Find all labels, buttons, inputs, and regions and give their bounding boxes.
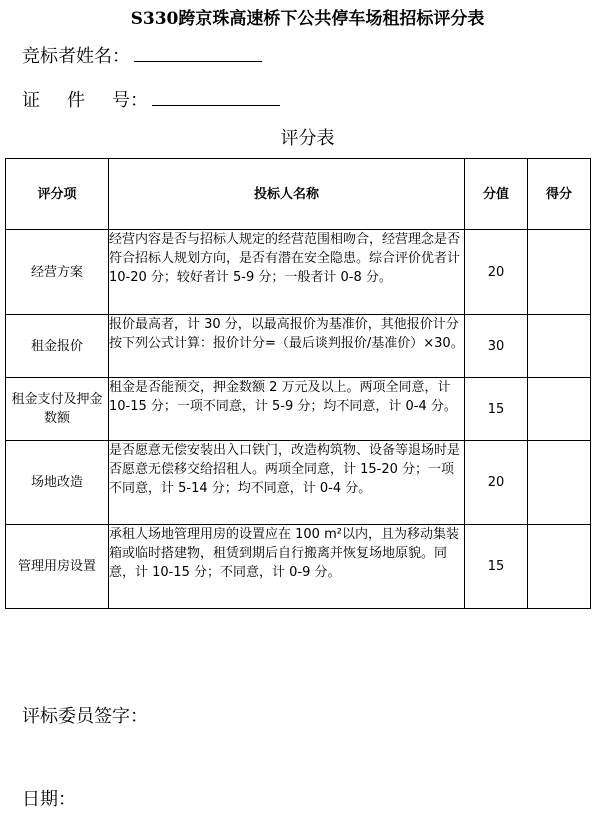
document-title: S330跨京珠高速桥下公共停车场租招标评分表 [130, 9, 485, 29]
row-max-score: 30 [465, 315, 528, 378]
row-item: 租金报价 [6, 315, 109, 378]
date-label-left: 日 [22, 789, 40, 810]
row-item: 经营方案 [6, 230, 109, 315]
table-row [6, 378, 591, 441]
header-row [6, 159, 591, 230]
row-score-cell[interactable] [528, 230, 591, 315]
date-label-right: 期： [40, 789, 76, 810]
header-item: 评分项 [6, 159, 109, 230]
row-score-cell[interactable] [528, 525, 591, 609]
row-desc: 经营内容是否与招标人规定的经营范围相吻合，经营理念是否符合招标人规划方向，是否有潜在安全隐患。综合评价优者计 10-20 分；较好者计 5-9 分；一般者计 0-8 分。 [109, 230, 465, 315]
table-row [6, 525, 591, 609]
row-max-score: 15 [465, 525, 528, 609]
score-table [5, 158, 591, 609]
id-label-left: 证 [22, 90, 40, 111]
bidder-name-field [22, 42, 262, 68]
evaluator-signature-label: 评标委员签字： [22, 706, 148, 727]
id-label-mid: 件 [67, 90, 85, 111]
row-item: 租金支付及押金数额 [6, 378, 109, 441]
bidder-name-label: 竞标者姓名： [22, 46, 130, 67]
row-max-score: 20 [465, 441, 528, 525]
row-desc: 是否愿意无偿安装出入口铁门，改造构筑物、设备等退场时是否愿意无偿移交给招租人。两项全同意，计 15-20 分；一项不同意，计 5-14 分；均不同意，计 0-4 分。 [109, 441, 465, 525]
bidder-name-blank [134, 43, 262, 62]
table-row [6, 441, 591, 525]
header-score: 得分 [528, 159, 591, 230]
id-label-right: 号： [112, 90, 148, 111]
id-number-blank [152, 87, 280, 106]
id-number-field [22, 86, 280, 112]
header-max-score: 分值 [465, 159, 528, 230]
row-score-cell[interactable] [528, 378, 591, 441]
header-bidder: 投标人名称 [109, 159, 465, 230]
table-caption: 评分表 [280, 128, 335, 149]
row-score-cell[interactable] [528, 441, 591, 525]
row-item: 场地改造 [6, 441, 109, 525]
row-desc: 承租人场地管理用房的设置应在 100 m²以内，且为移动集装箱或临时搭建物，租赁到期后自行搬离并恢复场地原貌。同意，计 10-15 分；不同意，计 0-9 分。 [109, 525, 465, 609]
date-field [22, 785, 76, 811]
row-score-cell[interactable] [528, 315, 591, 378]
row-desc: 报价最高者，计 30 分，以最高报价为基准价，其他报价计分按下列公式计算：报价计分=（最后谈判报价/基准价）×30。 [109, 315, 465, 378]
table-row [6, 230, 591, 315]
row-max-score: 20 [465, 230, 528, 315]
row-desc: 租金是否能预交，押金数额 2 万元及以上。两项全同意，计 10-15 分；一项不同意，计 5-9 分；均不同意，计 0-4 分。 [109, 378, 465, 441]
row-item: 管理用房设置 [6, 525, 109, 609]
row-max-score: 15 [465, 378, 528, 441]
table-row [6, 315, 591, 378]
